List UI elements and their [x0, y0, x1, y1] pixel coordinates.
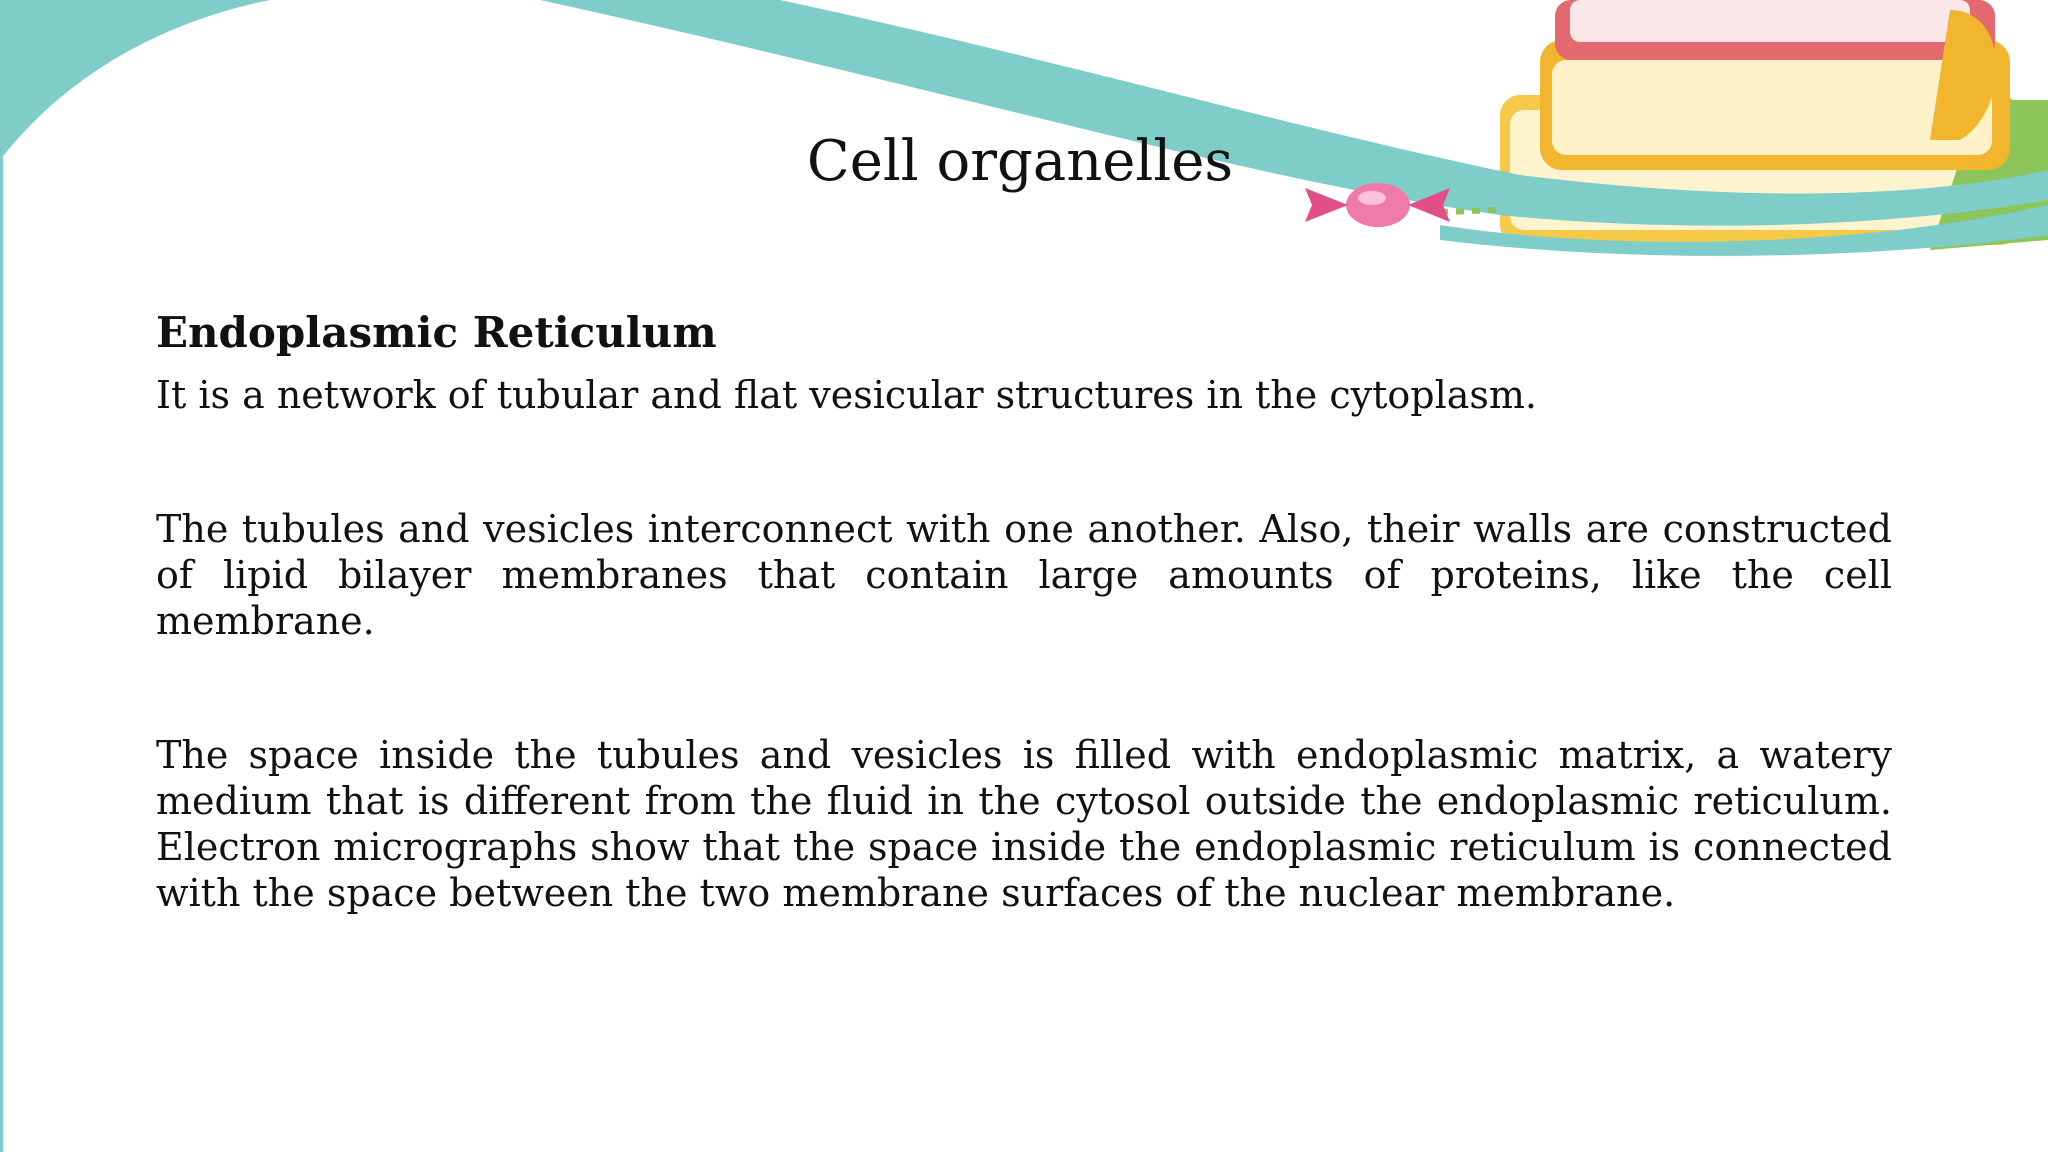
slide-content	[156, 308, 1892, 916]
paragraph-3: The space inside the tubules and vesicles is filled with endoplasmic matrix, a watery medium that is different from the fluid in the cytosol outside the endoplasmic reticulum. Electron micrographs show that the space inside the endoplasmic reticulum is connected with the space between the two membrane surfaces of the nuclear membrane.	[156, 733, 1892, 916]
paragraph-2: The tubules and vesicles interconnect with one another. Also, their walls are constructed of lipid bilayer membranes that contain large amounts of proteins, like the cell membrane.	[156, 507, 1892, 644]
slide-title: Cell organelles	[806, 129, 1234, 194]
teal-wave-ribbon	[0, 0, 270, 160]
section-heading: Endoplasmic Reticulum	[156, 308, 717, 357]
left-edge-line	[0, 0, 3, 1152]
paragraph-1: It is a network of tubular and flat vesicular structures in the cytoplasm.	[156, 373, 1537, 418]
